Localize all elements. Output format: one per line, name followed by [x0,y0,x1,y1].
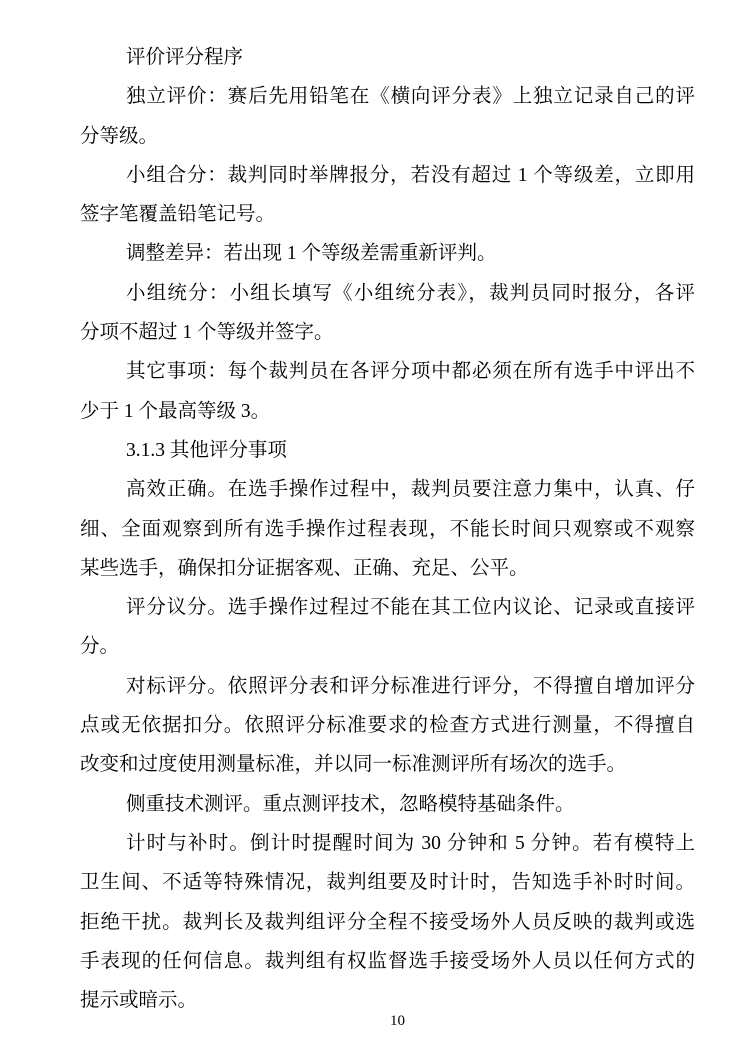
text-line: 改变和过度使用测量标准，并以同一标准测评所有场次的选手。 [80,754,627,776]
text-line: 分。 [80,636,120,658]
text-line: 分项不超过 1 个等级并签字。 [80,322,334,344]
text-line: 少于 1 个最高等级 3。 [80,400,271,422]
text-line: 其它事项：每个裁判员在各评分项中都必须在所有选手中评出不 [126,361,695,383]
text-line: 小组合分：裁判同时举牌报分，若没有超过 1 个等级差，立即用 [126,164,695,186]
text-line: 调整差异：若出现 1 个等级差需重新评判。 [126,243,497,265]
text-line: 签字笔覆盖铅笔记号。 [80,204,276,226]
text-line: 分等级。 [80,125,159,147]
text-line: 侧重技术测评。重点测评技术，忽略模特基础条件。 [126,793,575,815]
text-line: 手表现的任何信息。裁判组有权监督选手接受场外人员以任何方式的 [80,950,695,972]
text-line: 评价评分程序 [126,47,244,68]
page-number: 10 [390,1013,405,1029]
document-body [80,38,695,1020]
text-line: 计时与补时。倒计时提醒时间为 30 分钟和 5 分钟。若有模特上 [126,832,695,854]
text-line: 评分议分。选手操作过程过不能在其工位内议论、记录或直接评 [126,597,695,619]
text-line: 独立评价：赛后先用铅笔在《横向评分表》上独立记录自己的评 [126,86,695,108]
text-line: 点或无依据扣分。依照评分标准要求的检查方式进行测量，不得擅自 [80,715,695,737]
text-line: 卫生间、不适等特殊情况，裁判组要及时计时，告知选手补时时间。 [80,872,695,894]
text-line: 提示或暗示。 [80,990,198,1012]
text-line: 3.1.3 其他评分事项 [126,439,287,461]
text-line: 高效正确。在选手操作过程中，裁判员要注意力集中，认真、仔 [126,479,695,501]
text-line: 某些选手，确保扣分证据客观、正确、充足、公平。 [80,557,529,579]
text-line: 细、全面观察到所有选手操作过程表现，不能长时间只观察或不观察 [80,518,695,540]
text-line: 小组统分：小组长填写《小组统分表》，裁判员同时报分，各评 [126,282,695,304]
text-line: 拒绝干扰。裁判长及裁判组评分全程不接受场外人员反映的裁判或选 [80,911,695,933]
text-line: 对标评分。依照评分表和评分标准进行评分，不得擅自增加评分 [126,675,695,697]
